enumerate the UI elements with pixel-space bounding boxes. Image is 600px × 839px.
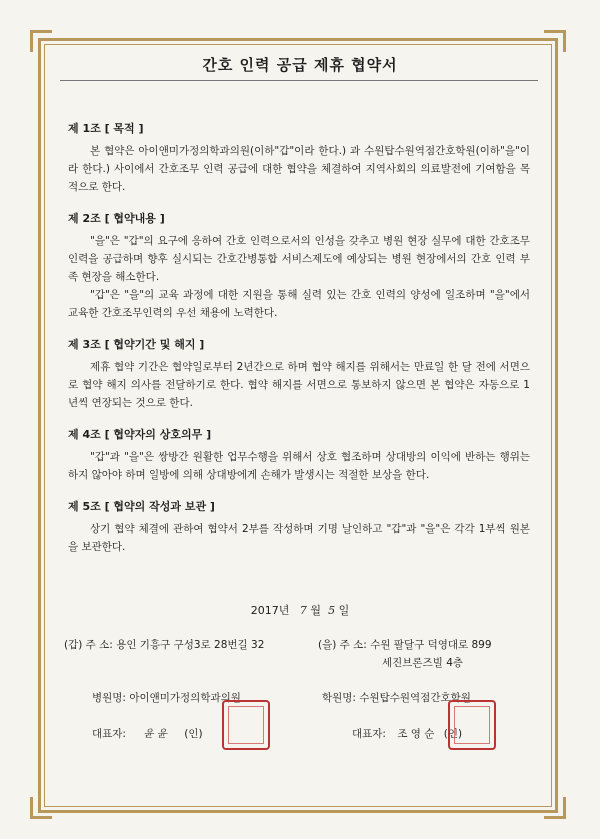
- article-paragraph: 상기 협약 체결에 관하여 협약서 2부를 작성하며 기명 날인하고 "갑"과 "을"은 각각 1부씩 원본을 보관한다.: [68, 523, 530, 553]
- rep-name: 조 영 순: [397, 728, 435, 740]
- seal-mark: (인): [184, 728, 203, 740]
- article-2: [68, 210, 530, 322]
- document-title: 간호 인력 공급 제휴 협약서: [202, 56, 398, 74]
- address-label: (을) 주 소:: [318, 639, 367, 651]
- article-paragraph: "갑"은 "을"의 교육 과정에 대한 지원을 통해 실력 있는 간호 인력의 양성에 일조하며 "을"에서 교육한 간호조무인력의 우선 채용에 노력한다.: [68, 289, 530, 319]
- articles: [68, 120, 530, 570]
- name-label: 학원명:: [322, 692, 356, 704]
- corner-ornament: [30, 797, 52, 819]
- seal-mark: (인): [443, 728, 463, 740]
- rep-label: 대표자:: [92, 728, 126, 740]
- corner-ornament: [30, 30, 52, 52]
- party-a-representative: [92, 726, 203, 741]
- title-underline: [60, 80, 538, 81]
- address-line-2: 세진브론즈빌 4층: [382, 657, 464, 669]
- article-heading: 제 1조 [ 목적 ]: [68, 122, 144, 135]
- date-month: 7: [299, 604, 307, 617]
- party-a-address: [64, 636, 264, 654]
- article-heading: 제 2조 [ 협약내용 ]: [68, 212, 165, 225]
- article-paragraph: 본 협약은 아이앤미가정의학과의원(이하"갑"이라 한다.) 과 수원탑수원역점간호학원(이하"을"이라 한다.) 사이에서 간호조무 인력 공급에 대한 협약을 체결하여 지역사회의 의료발전에 기여함을 목적으로 한다.: [68, 145, 530, 193]
- address-value: 용인 기흥구 구성3로 28번길 32: [116, 639, 265, 651]
- article-1: [68, 120, 530, 196]
- date-day-suffix: 일: [338, 604, 350, 617]
- article-5: [68, 498, 530, 556]
- article-4: [68, 426, 530, 484]
- name-label: 병원명:: [92, 692, 126, 704]
- article-paragraph: 제휴 협약 기간은 협약일로부터 2년간으로 하며 협약 해지를 위해서는 만료일 한 달 전에 서면으로 협약 해지 의사를 전달하기로 한다. 협약 해지를 서면으로 통보하지 않으면 본 협약은 자동으로 1년씩 연장되는 것으로 한다.: [68, 361, 530, 409]
- address-value: 수원 팔달구 덕영대로 899: [370, 639, 492, 651]
- party-a-seal-stamp: [222, 700, 270, 750]
- corner-ornament: [544, 797, 566, 819]
- party-b-address: [318, 636, 492, 672]
- corner-ornament: [544, 30, 566, 52]
- address-label: (갑) 주 소:: [64, 639, 113, 651]
- date-day: 5: [328, 604, 336, 617]
- article-paragraph: "을"은 "갑"의 요구에 응하여 간호 인력으로서의 인성을 갖추고 병원 현장 실무에 대한 간호조무 인력을 공급하며 향후 실시되는 간호간병통합 서비스제도에 예상되는 병원 현장에서의 간호 인력 부족 현장을 해소한다.: [68, 235, 530, 283]
- article-heading: 제 4조 [ 협약자의 상호의무 ]: [68, 428, 212, 441]
- date-year-suffix: 년: [278, 604, 290, 617]
- article-heading: 제 3조 [ 협약기간 및 해지 ]: [68, 338, 205, 351]
- article-3: [68, 336, 530, 412]
- name-value: 수원탑수원역점간호학원: [359, 692, 471, 704]
- party-b-seal-stamp: [448, 700, 496, 750]
- agreement-date: [0, 602, 600, 618]
- party-a-name: [92, 690, 241, 705]
- rep-signature: 윤 윤: [143, 728, 167, 740]
- article-paragraph: "갑"과 "을"은 쌍방간 원활한 업무수행을 위해서 상호 협조하며 상대방의 이익에 반하는 행위는 하지 않아야 하며 일방에 의해 상대방에게 손해가 발생시는 적절한 보상을 한다.: [68, 451, 530, 481]
- name-value: 아이앤미가정의학과의원: [129, 692, 241, 704]
- article-heading: 제 5조 [ 협약의 작성과 보관 ]: [68, 500, 215, 513]
- rep-label: 대표자:: [352, 728, 386, 740]
- party-b-representative: [352, 726, 462, 741]
- date-month-suffix: 월: [310, 604, 322, 617]
- date-year: 2017: [250, 604, 279, 617]
